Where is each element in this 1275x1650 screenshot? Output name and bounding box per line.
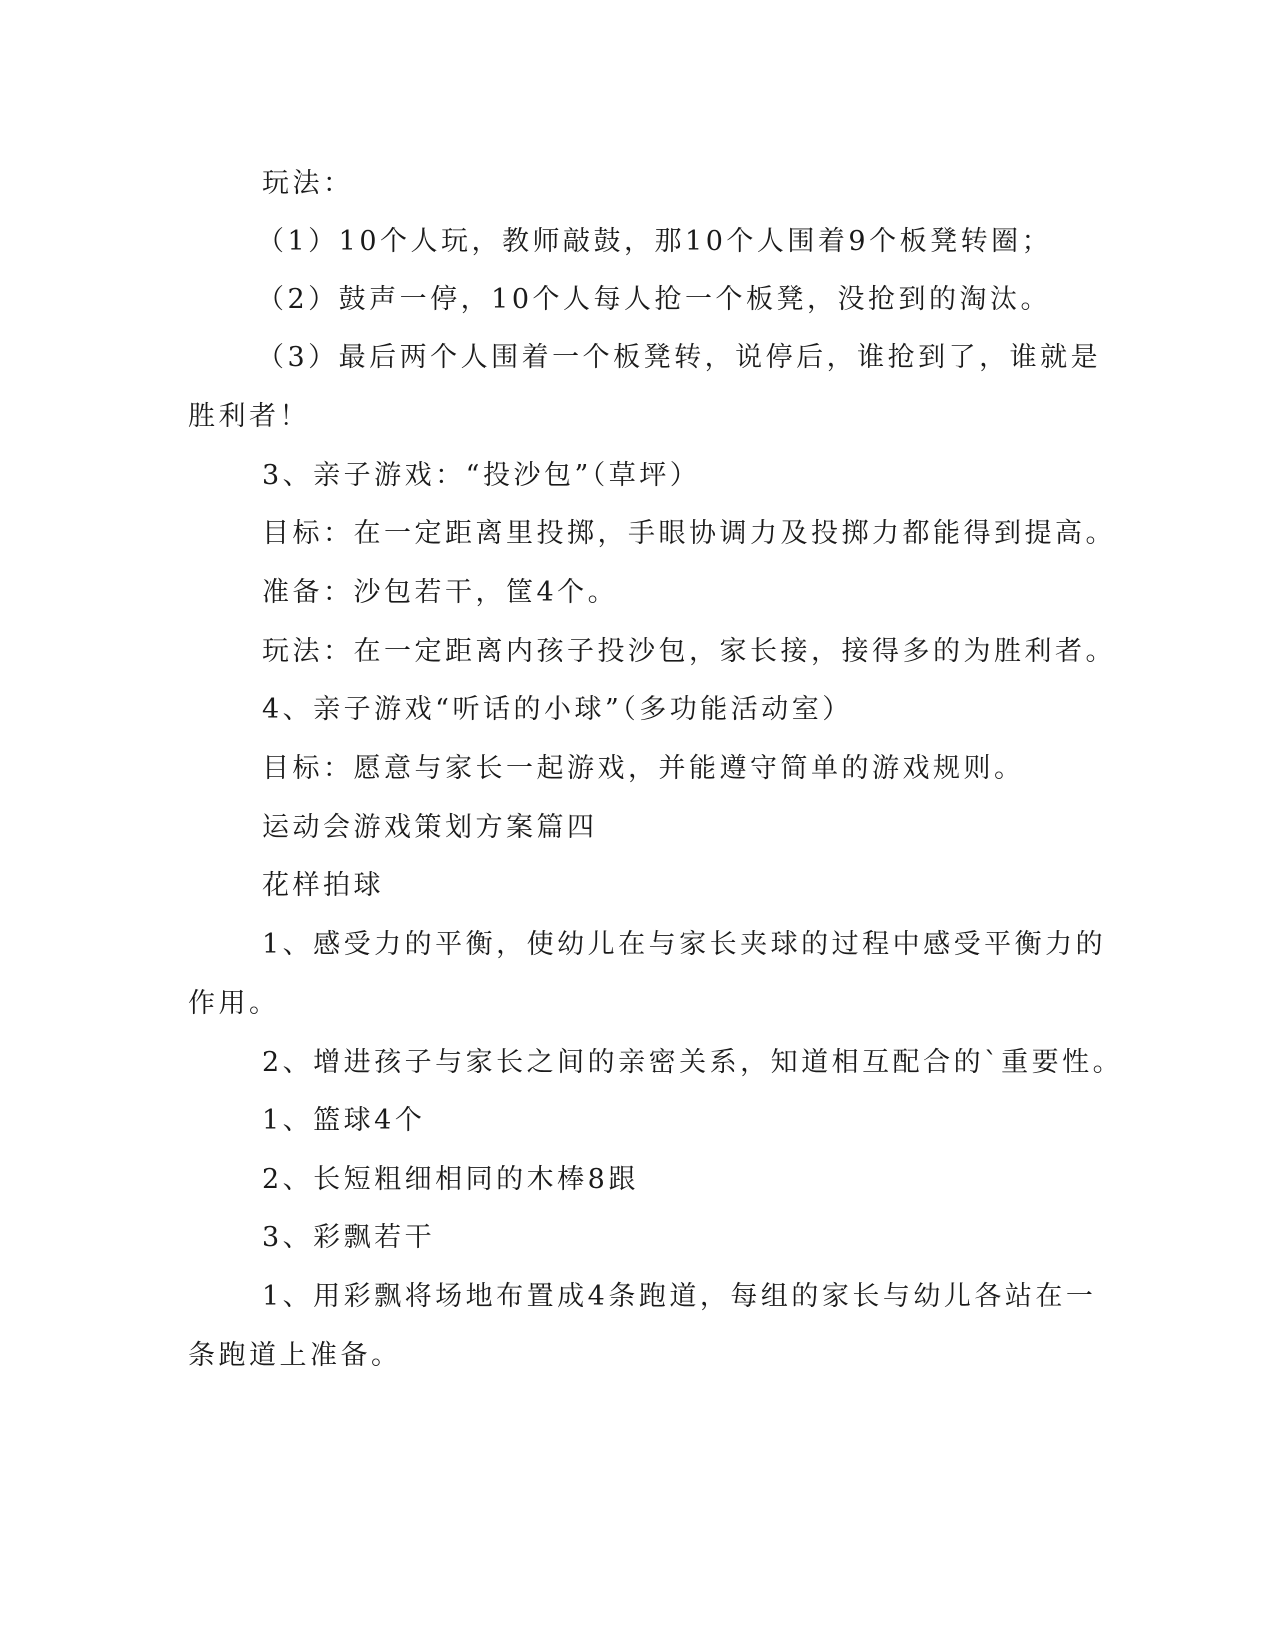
section-heading: 运动会游戏策划方案篇四 [262, 812, 598, 843]
text-line: 条跑道上准备。 [188, 1340, 402, 1371]
text-line: （2）鼓声一停，10个人每人抢一个板凳，没抢到的淘汰。 [257, 284, 1052, 315]
text-line: 花样拍球 [262, 870, 384, 901]
text-line: 3、亲子游戏：“投沙包”（草坪） [262, 460, 701, 491]
text-line: 胜利者！ [188, 401, 310, 432]
text-line: 作用。 [188, 988, 280, 1019]
text-line: 3、彩飘若干 [262, 1222, 436, 1253]
text-line: 4、亲子游戏“听话的小球”（多功能活动室） [262, 694, 853, 725]
text-line: 1、感受力的平衡，使幼儿在与家长夹球的过程中感受平衡力的 [262, 929, 1107, 960]
text-line: （3）最后两个人围着一个板凳转，说停后，谁抢到了，谁就是 [257, 342, 1102, 373]
text-line: 目标：愿意与家长一起游戏，并能遵守简单的游戏规则。 [262, 753, 1025, 784]
text-line: 目标：在一定距离里投掷，手眼协调力及投掷力都能得到提高。 [262, 518, 1116, 549]
text-line: 1、篮球4个 [262, 1105, 426, 1136]
text-line: （1）10个人玩，教师敲鼓，那10个人围着9个板凳转圈； [257, 226, 1053, 257]
text-line: 2、长短粗细相同的木棒8跟 [262, 1164, 639, 1195]
text-line: 准备：沙包若干，筐4个。 [262, 577, 619, 608]
text-line: 1、用彩飘将场地布置成4条跑道，每组的家长与幼儿各站在一 [262, 1281, 1097, 1312]
text-line: 玩法：在一定距离内孩子投沙包，家长接，接得多的为胜利者。 [262, 636, 1116, 667]
text-line: 玩法： [262, 168, 354, 199]
text-line: 2、增进孩子与家长之间的亲密关系，知道相互配合的`重要性。 [262, 1047, 1124, 1078]
